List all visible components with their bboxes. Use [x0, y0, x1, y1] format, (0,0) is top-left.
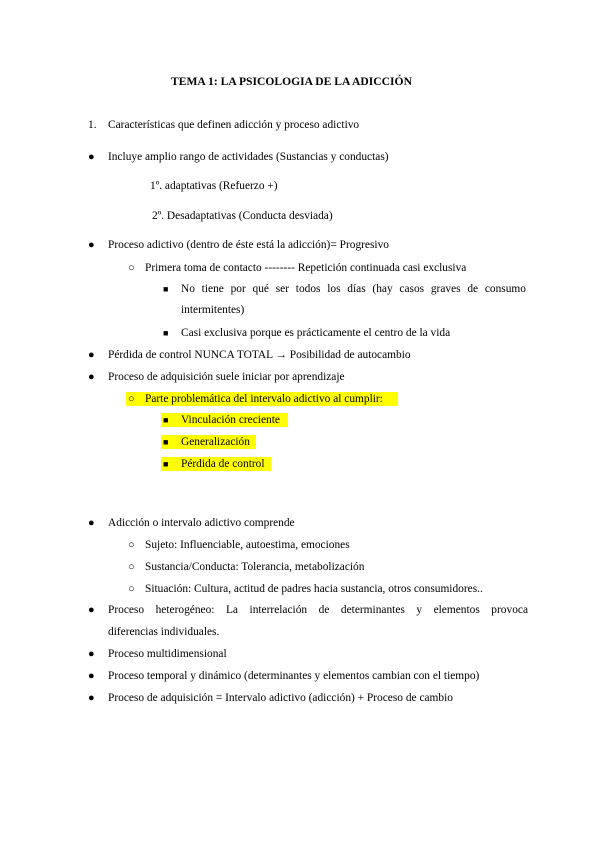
bullet-text-cont: diferencias individuales.	[108, 626, 220, 638]
list-number: 1.	[88, 119, 97, 131]
bullet-icon: ●	[88, 371, 95, 383]
circle-bullet-icon: ○	[128, 393, 135, 405]
bullet-text: Incluye amplio rango de actividades (Sustancias y conductas)	[108, 151, 389, 163]
bullet-icon: ●	[88, 670, 95, 682]
page-title: TEMA 1: LA PSICOLOGIA DE LA ADICCIÓN	[171, 75, 412, 88]
bullet-icon: ●	[88, 648, 95, 660]
bullet-text: Proceso temporal y dinámico (determinantes y elementos cambian con el tiempo)	[108, 670, 480, 682]
sub-bullet-text: Primera toma de contacto -------- Repetición continuada casi exclusiva	[145, 262, 467, 274]
sub-sub-bullet-text: No tiene por qué ser todos los días (hay casos graves de consumo	[181, 283, 526, 295]
circle-bullet-icon: ○	[128, 561, 135, 573]
bullet-icon: ●	[88, 151, 95, 163]
sub-sub-bullet-text-cont: intermitentes)	[181, 304, 245, 316]
highlighted-text: Generalización	[181, 436, 250, 448]
indented-text: 1º. adaptativas (Refuerzo +)	[150, 180, 278, 192]
square-bullet-icon: ■	[163, 328, 169, 338]
circle-bullet-icon: ○	[128, 583, 135, 595]
bullet-text: Proceso heterogéneo: La interrelación de determinantes y elementos provoca	[108, 604, 528, 616]
bullet-text: Proceso de adquisición suele iniciar por aprendizaje	[108, 371, 345, 383]
square-bullet-icon: ■	[163, 437, 169, 447]
bullet-icon: ●	[88, 349, 95, 361]
bullet-icon: ●	[88, 692, 95, 704]
highlighted-text: Pérdida de control	[181, 458, 265, 470]
bullet-icon: ●	[88, 239, 95, 251]
highlighted-text: Parte problemática del intervalo adictivo al cumplir:	[145, 393, 383, 405]
highlighted-text: Vinculación creciente	[181, 414, 280, 426]
numbered-item-text: Características que definen adicción y proceso adictivo	[108, 119, 360, 131]
square-bullet-icon: ■	[163, 284, 169, 294]
circle-bullet-icon: ○	[128, 262, 135, 274]
square-bullet-icon: ■	[163, 415, 169, 425]
sub-bullet-text: Sujeto: Influenciable, autoestima, emociones	[145, 539, 350, 551]
sub-sub-bullet-text: Casi exclusiva porque es prácticamente el centro de la vida	[181, 327, 451, 339]
bullet-text: Proceso de adquisición = Intervalo adictivo (adicción) + Proceso de cambio	[108, 692, 453, 704]
square-bullet-icon: ■	[163, 459, 169, 469]
circle-bullet-icon: ○	[128, 539, 135, 551]
bullet-text: Adicción o intervalo adictivo comprende	[108, 517, 295, 529]
bullet-icon: ●	[88, 517, 95, 529]
bullet-text: Proceso multidimensional	[108, 648, 227, 660]
sub-bullet-text: Sustancia/Conducta: Tolerancia, metabolización	[145, 561, 365, 573]
sub-bullet-text: Situación: Cultura, actitud de padres hacia sustancia, otros consumidores..	[145, 583, 483, 595]
bullet-text: Proceso adictivo (dentro de éste está la adicción)= Progresivo	[108, 239, 389, 251]
bullet-icon: ●	[88, 604, 95, 616]
bullet-text: Pérdida de control NUNCA TOTAL → Posibilidad de autocambio	[108, 349, 411, 361]
indented-text: 2º. Desadaptativas (Conducta desviada)	[152, 210, 333, 222]
